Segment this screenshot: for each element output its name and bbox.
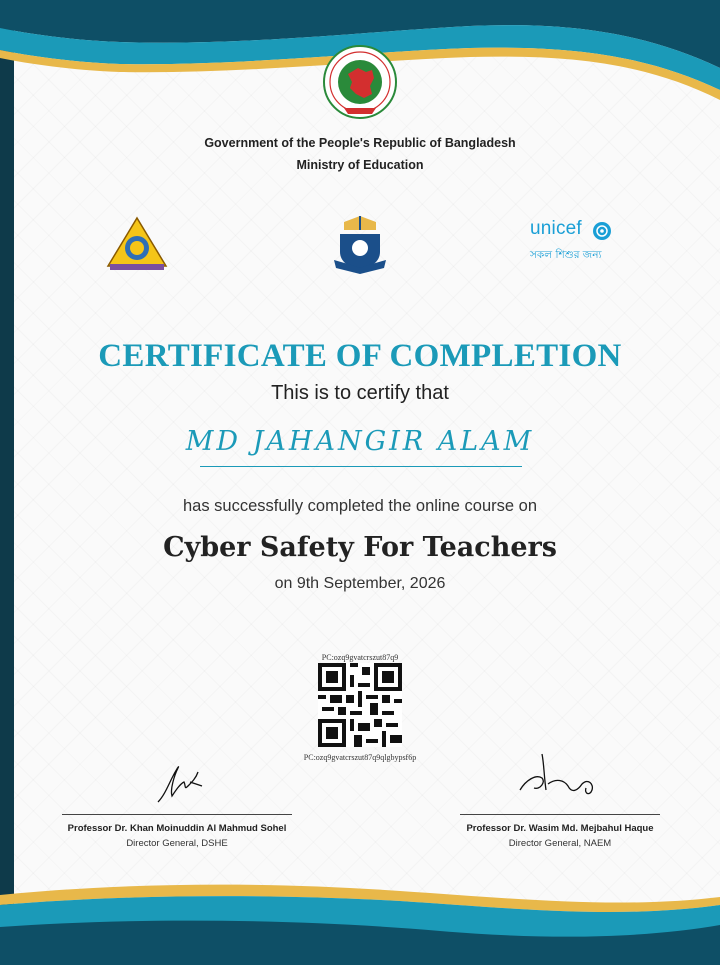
signature-line-right [460, 814, 660, 815]
recipient-name-underline [200, 466, 522, 467]
certify-text: This is to certify that [271, 382, 449, 404]
ministry-title: Ministry of Education [296, 158, 424, 172]
unicef-logo [528, 218, 618, 270]
qr-code-icon[interactable] [318, 663, 402, 747]
dshe-logo-icon [106, 216, 168, 272]
unicef-wordmark: unicef [530, 218, 582, 239]
signature-left-icon [150, 756, 210, 808]
certificate-title: CERTIFICATE OF COMPLETION [98, 338, 622, 374]
completion-date: on 9th September, 2026 [274, 575, 446, 592]
signatory-name-left: Professor Dr. Khan Moinuddin Al Mahmud Sohel [67, 823, 287, 834]
unicef-tagline: সকল শিশুর জন্য [530, 249, 602, 261]
signatory-name-right: Professor Dr. Wasim Md. Mejbahul Haque [466, 823, 654, 834]
government-title: Government of the People's Republic of Bangladesh [204, 136, 516, 150]
bangladesh-seal-icon [322, 44, 398, 120]
naem-logo-icon [330, 212, 390, 276]
bottom-wave-decoration [0, 875, 720, 965]
signature-right-icon [512, 750, 608, 806]
signatory-title-left: Director General, DSHE [126, 838, 228, 849]
verification-code-top: PC:ozq9gvatcrszut87q9 [321, 653, 399, 662]
signatory-title-right: Director General, NAEM [508, 838, 612, 849]
signature-line-left [62, 814, 292, 815]
verification-code-bottom: PC:ozq9gvatcrszut87q9qlgbypsf6p [303, 753, 417, 762]
recipient-name: MD JAHANGIR ALAM [185, 426, 535, 457]
unicef-globe-icon [592, 221, 612, 241]
completion-statement: has successfully completed the online course on [182, 497, 538, 515]
course-name: Cyber Safety For Teachers [163, 532, 557, 563]
